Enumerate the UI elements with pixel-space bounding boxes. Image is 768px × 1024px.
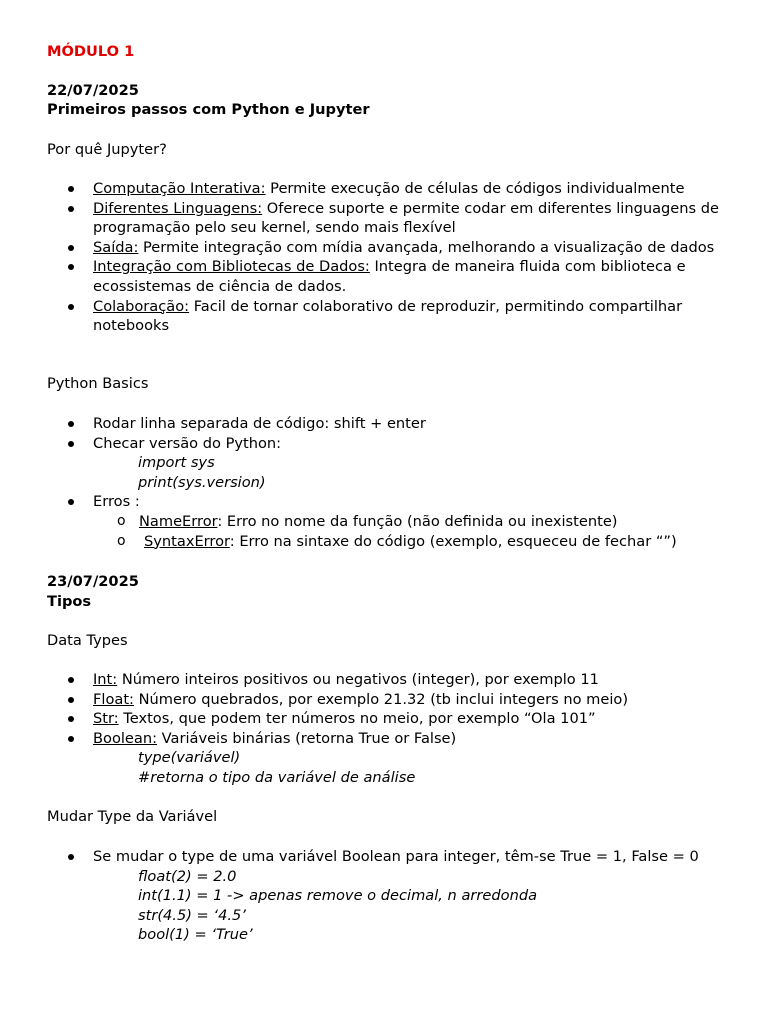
list-item: [47, 414, 728, 434]
bullet-icon: [68, 264, 74, 270]
item-term: Saída:: [93, 238, 139, 256]
item-text: Se mudar o type de uma variável Boolean para integer, têm-se True = 1, False = 0: [93, 848, 699, 865]
bullet-icon: [68, 304, 74, 310]
bullet-icon: [68, 697, 74, 703]
change-type-heading: Mudar Type da Variável: [47, 808, 218, 825]
bullet-icon: [68, 854, 74, 860]
section-title-1: Primeiros passos com Python e Jupyter: [47, 101, 370, 118]
bullet-icon: [68, 441, 74, 447]
list-item: [47, 257, 728, 296]
item-term: Float:: [93, 690, 134, 708]
item-text: Variáveis binárias (retorna True or False): [157, 729, 457, 747]
item-text: Número inteiros positivos ou negativos (integer), por exemplo 11: [117, 671, 599, 688]
list-item: [47, 199, 728, 238]
bullet-icon: [68, 186, 74, 192]
circle-bullet-icon: o: [117, 532, 126, 549]
item-term: Diferentes Linguagens:: [93, 199, 263, 217]
bullet-icon: [68, 716, 74, 722]
list-item: [47, 179, 728, 199]
item-text: Permite execução de células de códigos individualmente: [265, 180, 685, 197]
bullet-icon: [68, 677, 74, 683]
why-jupyter-heading: Por quê Jupyter?: [47, 141, 167, 158]
item-term: Computação Interativa:: [93, 180, 266, 197]
code-line: print(sys.version): [138, 473, 266, 491]
code-line: str(4.5) = ‘4.5’: [138, 906, 246, 924]
bullet-icon: [68, 499, 74, 505]
bullet-icon: [68, 736, 74, 742]
list-item: [47, 670, 728, 690]
item-term: SyntaxError: [144, 532, 230, 550]
module-title: MÓDULO 1: [47, 43, 135, 60]
list-item: [47, 297, 728, 336]
item-term: Boolean:: [93, 729, 158, 747]
data-types-list: [47, 670, 728, 788]
item-term: Colaboração:: [93, 297, 190, 315]
list-item: [93, 512, 728, 532]
item-text: Checar versão do Python:: [93, 434, 282, 452]
code-line: float(2) = 2.0: [138, 867, 237, 885]
list-item: [93, 532, 728, 552]
item-text: Número quebrados, por exemplo 21.32 (tb inclui integers no meio): [133, 690, 629, 708]
python-basics-list: [47, 414, 728, 551]
list-item: [47, 690, 728, 710]
errors-sublist: [47, 512, 728, 551]
item-text: : Erro na sintaxe do código (exemplo, esqueceu de fechar “”): [229, 532, 677, 550]
bullet-icon: [68, 245, 74, 251]
item-text: Integra de maneira fluida com biblioteca e ecossistemas de ciência de dados.: [93, 258, 686, 295]
item-text: Textos, que podem ter números no meio, por exemplo “Ola 101”: [118, 710, 596, 728]
date-heading-2: 23/07/2025: [47, 573, 139, 590]
item-text: : Erro no nome da função (não definida ou inexistente): [217, 512, 618, 530]
python-basics-heading: Python Basics: [47, 375, 149, 392]
list-item: [47, 434, 728, 493]
item-term: Str:: [93, 710, 119, 728]
bullet-icon: [68, 421, 74, 427]
item-text: Permite integração com mídia avançada, melhorando a visualização de dados: [138, 238, 715, 256]
circle-bullet-icon: o: [117, 512, 126, 529]
date-heading-1: 22/07/2025: [47, 82, 139, 99]
list-item: [47, 847, 728, 945]
list-item: [47, 709, 728, 729]
item-text: Erros :: [93, 493, 140, 511]
list-item: [47, 729, 728, 788]
code-line: #retorna o tipo da variável de análise: [138, 768, 416, 786]
why-jupyter-list: [47, 179, 728, 336]
bullet-icon: [68, 206, 74, 212]
item-term: NameError: [139, 512, 218, 530]
data-types-heading: Data Types: [47, 632, 128, 649]
item-text: Facil de tornar colaborativo de reproduzir, permitindo compartilhar notebooks: [93, 297, 683, 335]
code-line: bool(1) = ‘True’: [138, 926, 253, 944]
list-item: [47, 238, 728, 258]
item-text: Rodar linha separada de código: shift + enter: [93, 415, 426, 432]
item-term: Int:: [93, 671, 118, 688]
list-item: [47, 492, 728, 551]
item-text: Oferece suporte e permite codar em diferentes linguagens de programação pelo seu kernel, sendo mais flexível: [93, 199, 720, 237]
code-line: import sys: [138, 454, 215, 472]
section-title-2: Tipos: [47, 593, 92, 610]
item-term: Integração com Bibliotecas de Dados:: [93, 258, 370, 276]
code-line: type(variável): [138, 749, 241, 767]
change-type-list: [47, 847, 728, 945]
code-line: int(1.1) = 1 -> apenas remove o decimal, n arredonda: [138, 887, 538, 905]
